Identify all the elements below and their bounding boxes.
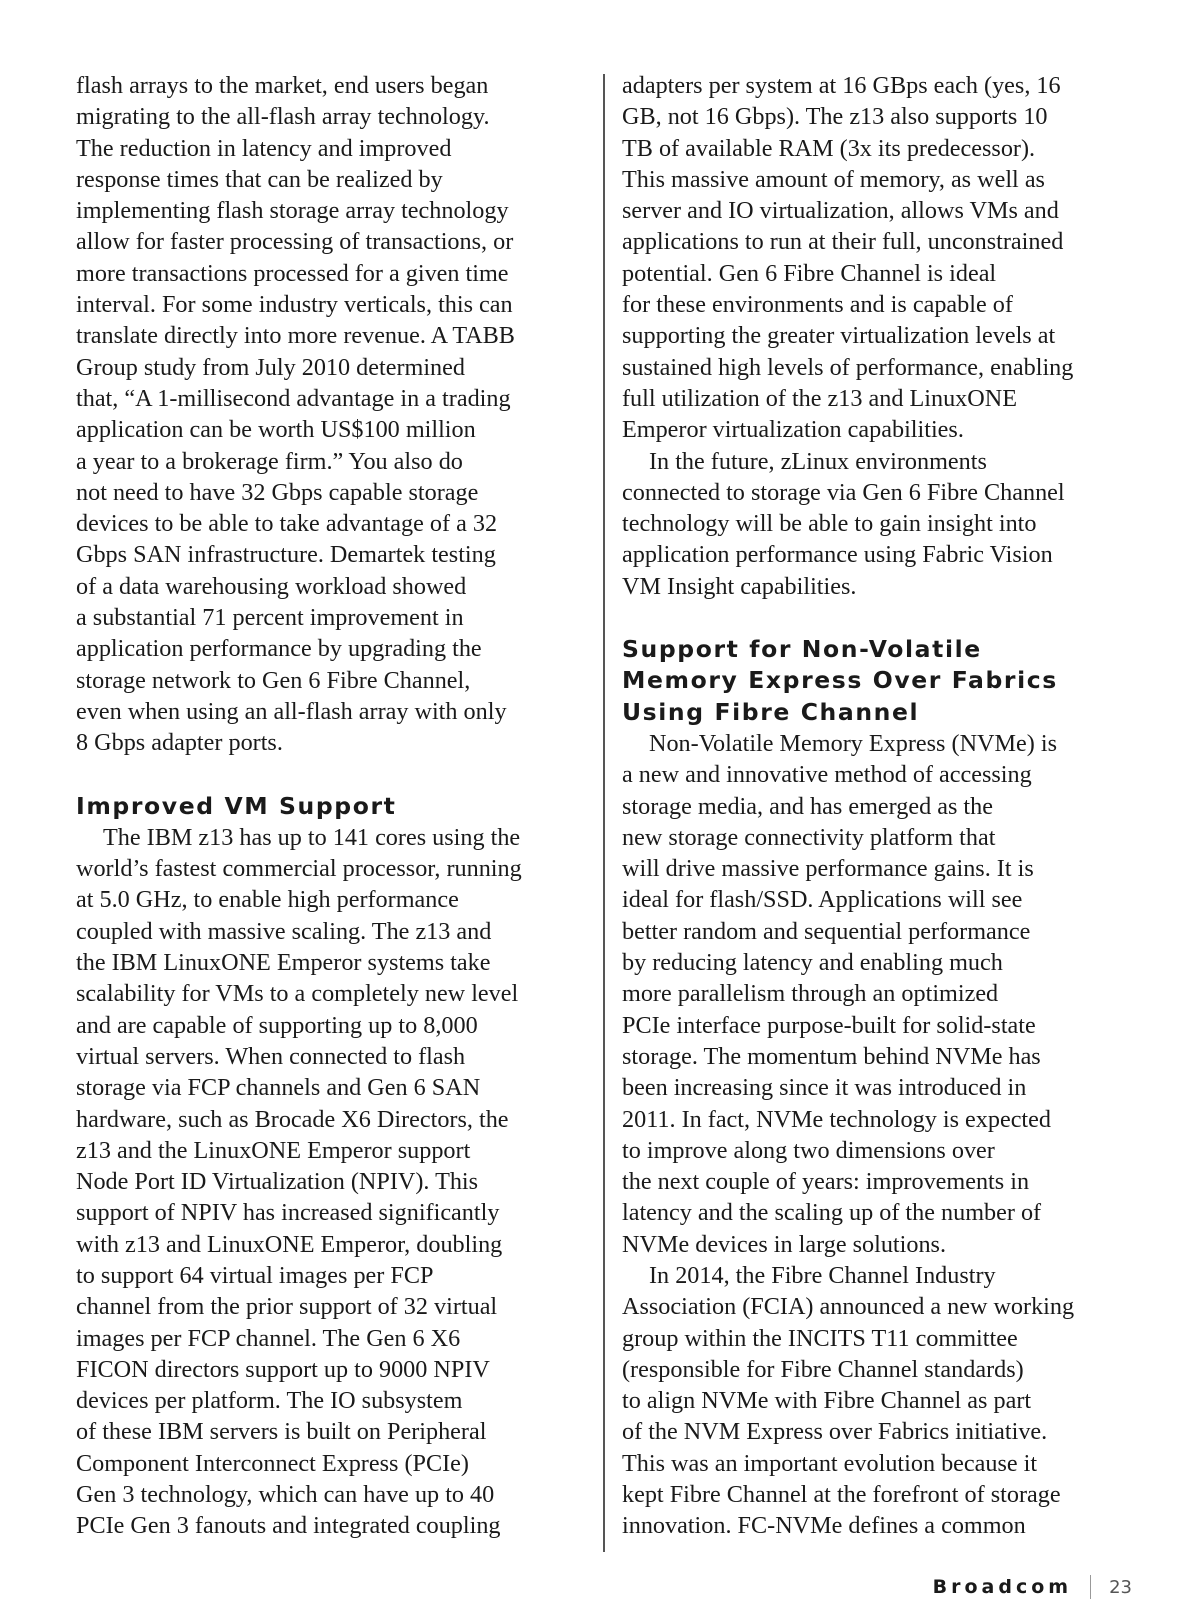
text-line: by reducing latency and enabling much <box>622 949 1003 977</box>
text-line: application performance by upgrading the <box>76 635 482 663</box>
paragraph <box>622 1260 1134 1542</box>
text-line: Non-Volatile Memory Express (NVMe) is <box>649 729 1057 757</box>
text-line: a year to a brokerage firm.” You also do <box>76 447 463 475</box>
text-line: for these environments and is capable of <box>622 291 1013 319</box>
text-line: storage. The momentum behind NVMe has <box>622 1042 1041 1070</box>
text-line: VM Insight capabilities. <box>622 572 857 600</box>
text-line: Association (FCIA) announced a new working <box>622 1293 1075 1321</box>
text-line: ideal for flash/SSD. Applications will see <box>622 886 1023 914</box>
page-number: 23 <box>1109 1576 1132 1598</box>
text-line: devices to be able to take advantage of a 32 <box>76 510 498 538</box>
text-line: images per FCP channel. The Gen 6 X6 <box>76 1324 461 1352</box>
section-gap <box>622 602 1134 634</box>
text-line: support of NPIV has increased significantly <box>76 1199 500 1227</box>
text-line: server and IO virtualization, allows VMs and <box>622 197 1059 225</box>
text-line: to improve along two dimensions over <box>622 1136 995 1164</box>
text-line: Using Fibre Channel <box>622 697 920 726</box>
text-line: that, “A 1-millisecond advantage in a trading <box>76 384 511 412</box>
text-line: translate directly into more revenue. A TABB <box>76 322 515 350</box>
page-footer <box>933 1572 1132 1602</box>
text-line: In 2014, the Fibre Channel Industry <box>649 1261 996 1289</box>
text-line: The reduction in latency and improved <box>76 134 452 162</box>
text-line: connected to storage via Gen 6 Fibre Channel <box>622 478 1065 506</box>
text-line: will drive massive performance gains. It is <box>622 855 1034 883</box>
text-line: z13 and the LinuxONE Emperor support <box>76 1136 471 1164</box>
text-line: to align NVMe with Fibre Channel as part <box>622 1387 1032 1415</box>
text-line: Gen 3 technology, which can have up to 40 <box>76 1481 495 1509</box>
text-line: NVMe devices in large solutions. <box>622 1230 947 1258</box>
text-line: more transactions processed for a given time <box>76 259 509 287</box>
text-line: FICON directors support up to 9000 NPIV <box>76 1355 490 1383</box>
text-line: innovation. FC-NVMe defines a common <box>622 1512 1026 1540</box>
text-line: Component Interconnect Express (PCIe) <box>76 1449 469 1477</box>
paragraph <box>622 446 1134 602</box>
text-line: This was an important evolution because it <box>622 1449 1038 1477</box>
text-line: sustained high levels of performance, enabling <box>622 353 1074 381</box>
paragraph <box>622 70 1134 446</box>
text-line: latency and the scaling up of the number of <box>622 1199 1042 1227</box>
text-line: coupled with massive scaling. The z13 and <box>76 917 492 945</box>
text-line: not need to have 32 Gbps capable storage <box>76 478 479 506</box>
text-line: storage media, and has emerged as the <box>622 792 993 820</box>
text-line: new storage connectivity platform that <box>622 823 996 851</box>
text-line: full utilization of the z13 and LinuxONE <box>622 384 1017 412</box>
left-column <box>76 70 588 1542</box>
text-line: GB, not 16 Gbps). The z13 also supports 10 <box>622 103 1048 131</box>
text-line: implementing flash storage array technology <box>76 197 509 225</box>
text-line: of the NVM Express over Fabrics initiative. <box>622 1418 1048 1446</box>
text-line: channel from the prior support of 32 virtual <box>76 1293 498 1321</box>
text-line: migrating to the all-flash array technology. <box>76 103 490 131</box>
section-gap <box>76 759 588 791</box>
right-column <box>622 70 1134 1542</box>
paragraph <box>622 728 1134 1260</box>
text-line: kept Fibre Channel at the forefront of storage <box>622 1481 1061 1509</box>
text-line: the next couple of years: improvements in <box>622 1168 1030 1196</box>
column-divider <box>603 74 605 1552</box>
text-line: The IBM z13 has up to 141 cores using the <box>103 823 521 851</box>
text-line: even when using an all-flash array with only <box>76 697 507 725</box>
text-line: world’s fastest commercial processor, running <box>76 855 522 883</box>
text-line: PCIe Gen 3 fanouts and integrated coupling <box>76 1512 501 1540</box>
text-line: adapters per system at 16 GBps each (yes, 16 <box>622 72 1061 99</box>
text-line: In the future, zLinux environments <box>649 447 987 475</box>
text-line: a new and innovative method of accessing <box>622 761 1032 789</box>
text-line: Node Port ID Virtualization (NPIV). This <box>76 1168 479 1196</box>
text-line: Support for Non-Volatile <box>622 635 982 664</box>
section-heading <box>76 791 588 822</box>
heading-line: Improved VM Support <box>76 791 397 820</box>
text-line: of these IBM servers is built on Peripheral <box>76 1418 487 1446</box>
text-line: application can be worth US$100 million <box>76 416 476 444</box>
text-line: storage via FCP channels and Gen 6 SAN <box>76 1074 481 1102</box>
text-line: of a data warehousing workload showed <box>76 572 467 600</box>
text-line: the IBM LinuxONE Emperor systems take <box>76 949 491 977</box>
text-line: flash arrays to the market, end users began <box>76 72 489 99</box>
text-line: allow for faster processing of transactions, or <box>76 228 514 256</box>
text-line: response times that can be realized by <box>76 165 443 193</box>
text-line: Group study from July 2010 determined <box>76 353 465 381</box>
text-line: a substantial 71 percent improvement in <box>76 604 464 632</box>
text-line: hardware, such as Brocade X6 Directors, the <box>76 1105 509 1133</box>
text-line: group within the INCITS T11 committee <box>622 1324 1018 1352</box>
text-line: PCIe interface purpose-built for solid-state <box>622 1011 1036 1039</box>
text-line: application performance using Fabric Vision <box>622 541 1053 569</box>
paragraph <box>76 70 588 759</box>
footer-separator <box>1090 1575 1091 1599</box>
text-line: potential. Gen 6 Fibre Channel is ideal <box>622 259 997 287</box>
text-line: supporting the greater virtualization levels at <box>622 322 1056 350</box>
text-line: storage network to Gen 6 Fibre Channel, <box>76 666 471 694</box>
text-line: TB of available RAM (3x its predecessor). <box>622 134 1036 162</box>
text-line: at 5.0 GHz, to enable high performance <box>76 886 459 914</box>
text-line: virtual servers. When connected to flash <box>76 1042 466 1070</box>
text-line: Memory Express Over Fabrics <box>622 666 1058 695</box>
text-line: scalability for VMs to a completely new level <box>76 980 519 1008</box>
paragraph <box>76 822 588 1542</box>
brand-name: Broadcom <box>932 1576 1073 1598</box>
text-line: to support 64 virtual images per FCP <box>76 1261 434 1289</box>
text-line: more parallelism through an optimized <box>622 980 999 1008</box>
text-line: 2011. In fact, NVMe technology is expected <box>622 1105 1051 1133</box>
section-heading <box>622 634 1134 728</box>
text-line: technology will be able to gain insight into <box>622 510 1037 538</box>
text-line: interval. For some industry verticals, this can <box>76 291 513 319</box>
text-line: devices per platform. The IO subsystem <box>76 1387 463 1415</box>
text-line: Emperor virtualization capabilities. <box>622 416 964 444</box>
text-line: Gbps SAN infrastructure. Demartek testing <box>76 541 496 569</box>
text-line: (responsible for Fibre Channel standards) <box>622 1355 1024 1383</box>
text-line: with z13 and LinuxONE Emperor, doubling <box>76 1230 503 1258</box>
text-line: This massive amount of memory, as well as <box>622 165 1045 193</box>
text-line: 8 Gbps adapter ports. <box>76 729 283 757</box>
text-line: better random and sequential performance <box>622 917 1031 945</box>
text-line: and are capable of supporting up to 8,000 <box>76 1011 478 1039</box>
text-line: been increasing since it was introduced in <box>622 1074 1027 1102</box>
text-line: applications to run at their full, unconstrained <box>622 228 1064 256</box>
